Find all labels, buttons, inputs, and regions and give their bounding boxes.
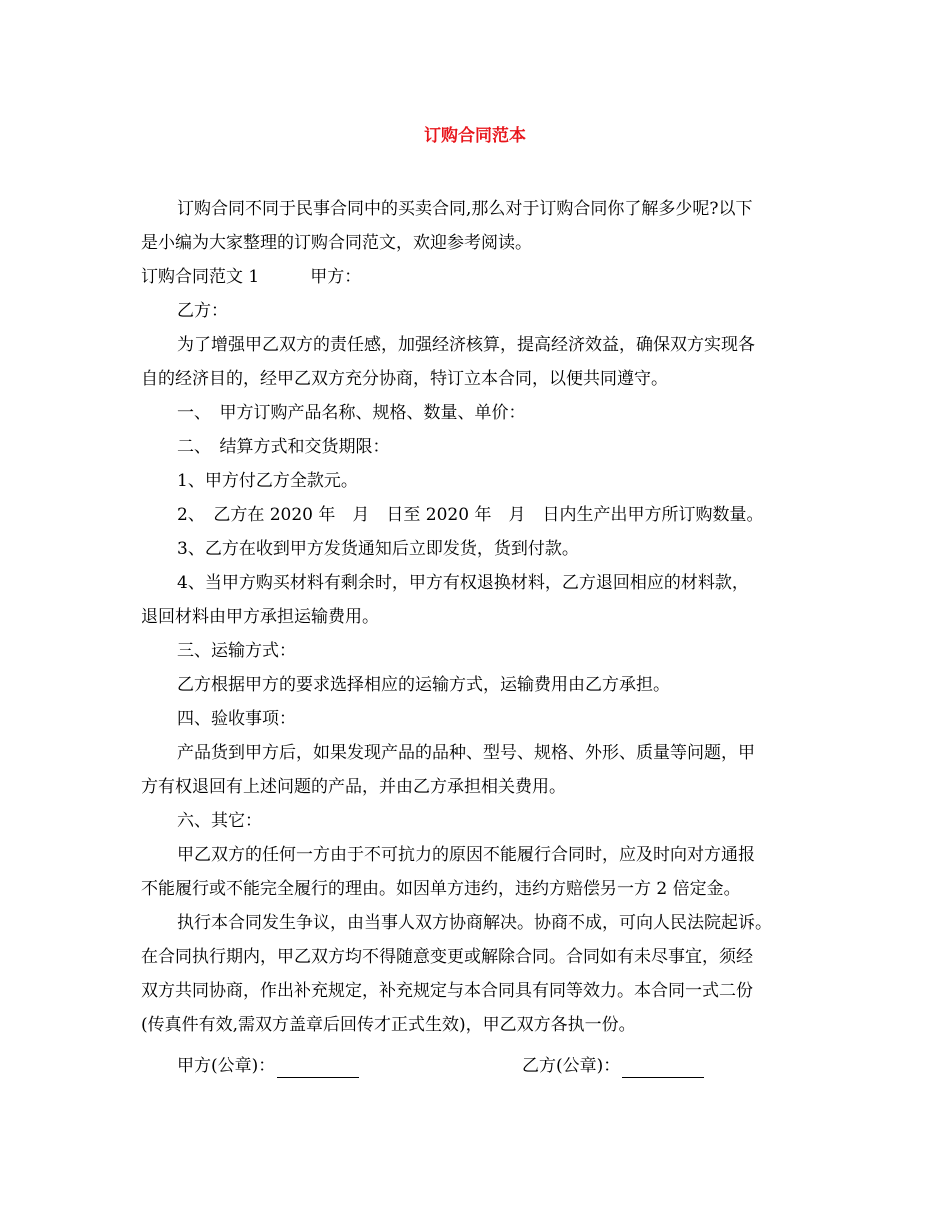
body-line: 执行本合同发生争议，由当事人双方协商解决。协商不成，可向人民法院起诉。 <box>177 913 772 933</box>
body-line: 为了增强甲乙双方的责任感，加强经济核算，提高经济效益，确保双方实现各 <box>177 335 755 355</box>
body-line: 4、当甲方购买材料有剩余时，甲方有权退换材料，乙方退回相应的材料款， <box>177 573 749 593</box>
section-heading: 四、验收事项： <box>177 709 296 729</box>
section-heading: 一、 甲方订购产品名称、规格、数量、单价： <box>177 403 526 423</box>
section-heading: 二、 结算方式和交货期限： <box>177 437 390 457</box>
body-line: 双方共同协商，作出补充规定，补充规定与本合同具有同等效力。本合同一式二份 <box>141 981 753 1001</box>
body-line: 在合同执行期内，甲乙双方均不得随意变更或解除合同。合同如有未尽事宜，须经 <box>141 947 753 967</box>
body-line: 甲乙双方的任何一方由于不可抗力的原因不能履行合同时，应及时向对方通报 <box>177 845 755 865</box>
body-line: (传真件有效,需双方盖章后回传才正式生效)，甲乙双方各执一份。 <box>141 1015 636 1035</box>
body-line: 不能履行或不能完全履行的理由。如因单方违约，违约方赔偿另一方 2 倍定金。 <box>141 879 741 899</box>
body-line: 3、乙方在收到甲方发货通知后立即发货，货到付款。 <box>177 539 579 559</box>
body-line: 自的经济目的，经甲乙双方充分协商，特订立本合同，以便共同遵守。 <box>141 369 668 389</box>
body-line: 2、 乙方在 2020 年 月 日至 2020 年 月 日内生产出甲方所订购数量。 <box>177 505 764 525</box>
section-heading: 三、运输方式： <box>177 641 296 661</box>
body-line: 方有权退回有上述问题的产品，并由乙方承担相关费用。 <box>141 777 566 797</box>
body-line: 订购合同不同于民事合同中的买卖合同,那么对于订购合同你了解多少呢?以下 <box>177 199 753 219</box>
body-line: 订购合同范文 1 甲方： <box>141 267 362 287</box>
signature-party-a-label: 甲方(公章)： <box>177 1056 276 1076</box>
signature-party-a-blank <box>277 1059 359 1078</box>
body-line: 乙方： <box>177 301 228 321</box>
body-line: 乙方根据甲方的要求选择相应的运输方式，运输费用由乙方承担。 <box>177 675 670 695</box>
signature-party-a <box>177 1054 359 1078</box>
signature-party-b-blank <box>622 1059 704 1078</box>
body-line: 是小编为大家整理的订购合同范文，欢迎参考阅读。 <box>141 233 532 253</box>
signature-party-b <box>522 1054 704 1078</box>
body-line: 产品货到甲方后，如果发现产品的品种、型号、规格、外形、质量等问题，甲 <box>177 743 755 763</box>
section-heading: 六、其它： <box>177 811 262 831</box>
body-line: 1、甲方付乙方全款元。 <box>177 471 358 491</box>
signature-party-b-label: 乙方(公章)： <box>522 1056 621 1076</box>
body-line: 退回材料由甲方承担运输费用。 <box>141 607 379 627</box>
document-title: 订购合同范本 <box>424 126 526 146</box>
